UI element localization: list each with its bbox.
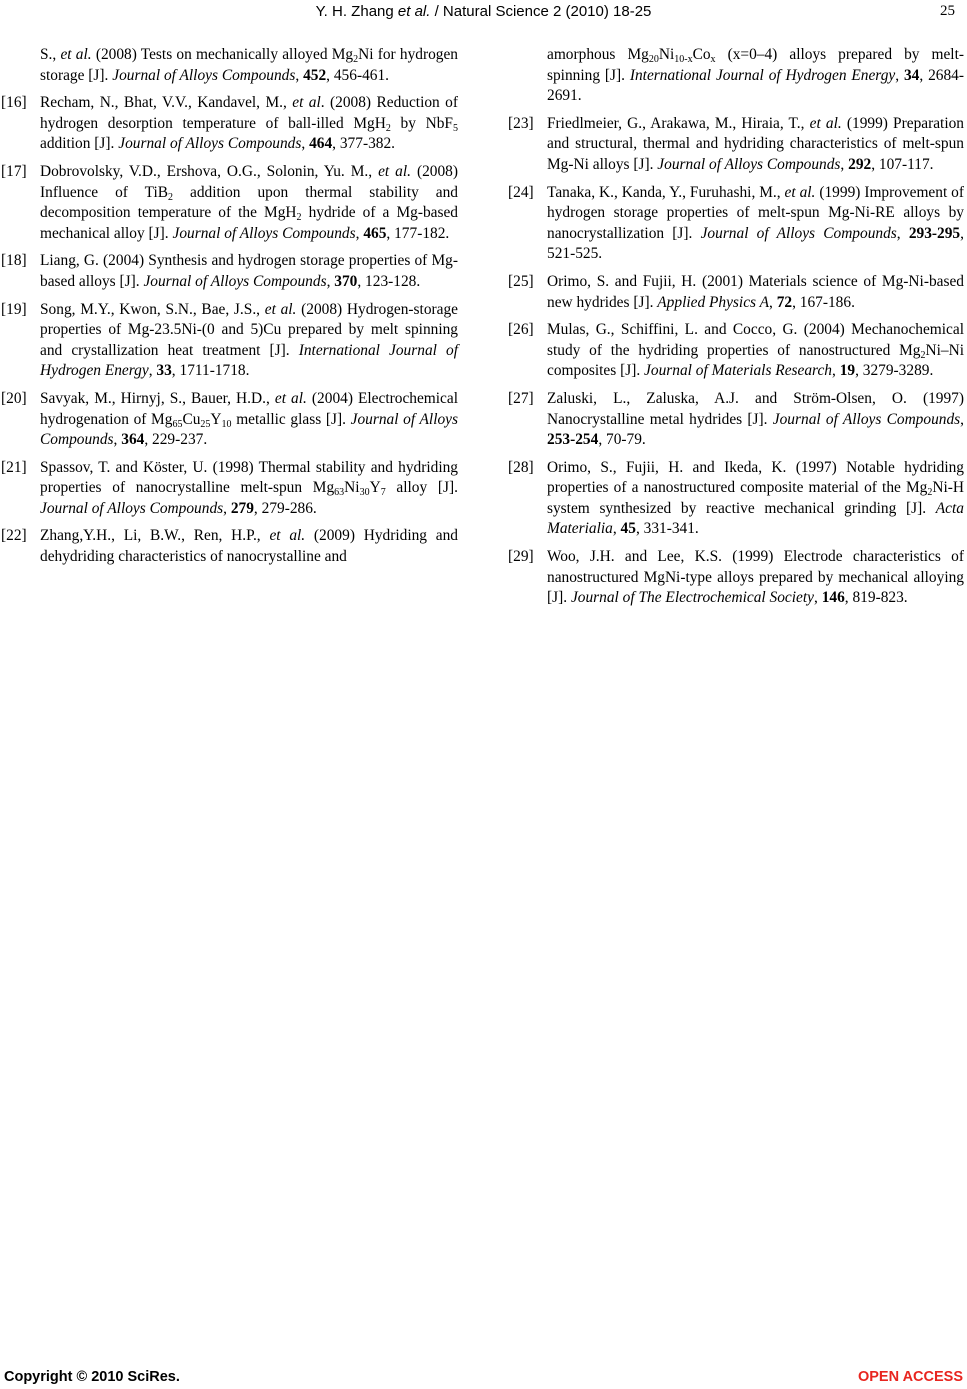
journal-name: Journal of Materials Research bbox=[644, 362, 832, 380]
reference-number: [19] bbox=[1, 300, 27, 318]
journal-name: Applied Physics A bbox=[657, 293, 769, 311]
journal-name: Journal of Alloys Compounds bbox=[700, 224, 897, 242]
reference-22-continued: amorphous $Mg_{20}Ni_{10-x}Co_x$ (x=0–4) alloys prepared by melt-spinning [J]. International Journal of Hydrogen Energy, 34, 2684-2691. bbox=[547, 46, 964, 105]
copyright-notice: Copyright © 2010 SciRes. bbox=[4, 1369, 180, 1385]
journal-name: Journal of Alloys Compounds bbox=[657, 155, 841, 173]
reference-number: [26] bbox=[508, 321, 534, 339]
reference-28: [28] Orimo, S., Fujii, H. and Ikeda, K. (1997) Notable hydriding properties of a nanostructured composite material of the $Mg_2Ni-H$ system synthesized by reactive mechanical grinding [J]. Acta Materialia, 45, 331-341. bbox=[508, 458, 964, 538]
journal-name: Journal of The Electrochemical Society bbox=[570, 589, 814, 607]
running-head-journal: / Natural Science 2 (2010) 18-25 bbox=[430, 3, 652, 20]
reference-25: [25] Orimo, S. and Fujii, H. (2001) Materials science of Mg-Ni-based new hydrides [J]. Applied Physics A, 72, 167-186. bbox=[508, 272, 964, 311]
reference-21: [21] Spassov, T. and Köster, U. (1998) Thermal stability and hydriding properties of nanocrystalline melt-spun $Mg_{63}Ni_{30}Y_7$ alloy [J]. Journal of Alloys Compounds, 279, 279-286. bbox=[1, 458, 458, 517]
reference-24: [24] Tanaka, K., Kanda, Y., Furuhashi, M., et al. (1999) Improvement of hydrogen storage properties of melt-spun Mg-Ni-RE alloys by nanocrystallization [J]. Journal of Alloys Compounds, 293-295, 521-525. bbox=[508, 183, 964, 263]
journal-name: International Journal of Hydrogen Energy bbox=[629, 66, 896, 84]
open-access-label: OPEN ACCESS bbox=[857, 1369, 963, 1385]
reference-20: [20] Savyak, M., Hirnyj, S., Bauer, H.D., et al. (2004) Electrochemical hydrogenation of $Mg_{65}Cu_{25}Y_{10}$ metallic glass [J]. Journal of Alloys Compounds, 364, 229-237. bbox=[1, 389, 458, 449]
running-head-et-al: et al. bbox=[397, 3, 431, 20]
reference-15-continued: S., et al. (2008) Tests on mechanically alloyed $Mg_2Ni$ for hydrogen storage [J]. Journal of Alloys Compounds, 452, 456-461. bbox=[40, 46, 458, 84]
journal-name: Journal of Alloys Compounds bbox=[40, 499, 224, 517]
references-right-column bbox=[508, 45, 965, 616]
journal-name: Journal of Alloys Compounds bbox=[118, 135, 302, 153]
journal-name: Journal of Alloys Compounds bbox=[112, 66, 296, 84]
journal-name: Journal of Alloys Compounds bbox=[172, 224, 356, 242]
page-number: 25 bbox=[940, 3, 955, 19]
reference-number: [18] bbox=[1, 252, 27, 270]
reference-number: [16] bbox=[1, 94, 27, 112]
reference-number: [22] bbox=[1, 527, 27, 545]
reference-23: [23] Friedlmeier, G., Arakawa, M., Hiraia, T., et al. (1999) Preparation and structural, thermal and hydriding characteristics of melt-spun Mg-Ni alloys [J]. Journal of Alloys Compounds, 292, 107-117. bbox=[508, 114, 964, 173]
reference-27: [27] Zaluski, L., Zaluska, A.J. and Ström-Olsen, O. (1997) Nanocrystalline metal hydrides [J]. Journal of Alloys Compounds, 253-254, 70-79. bbox=[508, 389, 965, 449]
reference-19: [19] Song, M.Y., Kwon, S.N., Bae, J.S., et al. (2008) Hydrogen-storage properties of Mg-23.5Ni-(0 and 5)Cu prepared by melt spinning and crystallization heat treatment [J]. International Journal of Hydrogen Energy, 33, 1711-1718. bbox=[1, 300, 458, 380]
reference-22: [22] Zhang,Y.H., Li, B.W., Ren, H.P., et al. (2009) Hydriding and dehydriding characteristics of nanocrystalline and bbox=[1, 527, 458, 566]
running-head-authors: Y. H. Zhang bbox=[315, 3, 398, 20]
reference-number: [27] bbox=[508, 389, 534, 407]
journal-name: International Journal of Hydrogen Energy bbox=[40, 341, 458, 380]
reference-18: [18] Liang, G. (2004) Synthesis and hydrogen storage properties of Mg-based alloys [J]. Journal of Alloys Compounds, 370, 123-128. bbox=[1, 252, 458, 290]
reference-number: [25] bbox=[508, 272, 534, 290]
journal-name: Journal of Alloys Compounds bbox=[772, 410, 961, 428]
reference-number: [23] bbox=[508, 114, 534, 132]
running-head bbox=[0, 3, 967, 20]
reference-number: [17] bbox=[1, 162, 27, 180]
reference-number: [20] bbox=[1, 389, 27, 407]
reference-16: [16] Recham, N., Bhat, V.V., Kandavel, M., et al. (2008) Reduction of hydrogen desorption temperature of ball-illed MgH$_2$ by NbF$_5$ addition [J]. Journal of Alloys Compounds, 464, 377-382. bbox=[1, 94, 458, 153]
reference-number: [28] bbox=[508, 458, 534, 476]
reference-29: [29] Woo, J.H. and Lee, K.S. (1999) Electrode characteristics of nanostructured MgNi-type alloys prepared by mechanical alloying [J]. Journal of The Electrochemical Society, 146, 819-823. bbox=[508, 548, 964, 607]
journal-name: Journal of Alloys Compounds bbox=[143, 272, 327, 290]
journal-name: Acta Materialia bbox=[547, 499, 964, 538]
reference-number: [29] bbox=[508, 548, 534, 566]
reference-number: [21] bbox=[1, 458, 27, 476]
reference-17: [17] Dobrovolsky, V.D., Ershova, O.G., Solonin, Yu. M., et al. (2008) Influence of TiB$_2$ addition upon thermal stability and decomposition temperature of the MgH$_2$ hydride of a Mg-based mechanical alloy [J]. Journal of Alloys Compounds, 465, 177-182. bbox=[1, 162, 459, 242]
journal-name: Journal of Alloys Compounds bbox=[40, 410, 458, 449]
reference-number: [24] bbox=[508, 183, 534, 201]
references-left-column bbox=[1, 45, 459, 575]
reference-26: [26] Mulas, G., Schiffini, L. and Cocco, G. (2004) Mechanochemical study of the hydriding properties of nanostructured $Mg_2Ni-Ni$ composites [J]. Journal of Materials Research, 19, 3279-3289. bbox=[508, 321, 964, 380]
